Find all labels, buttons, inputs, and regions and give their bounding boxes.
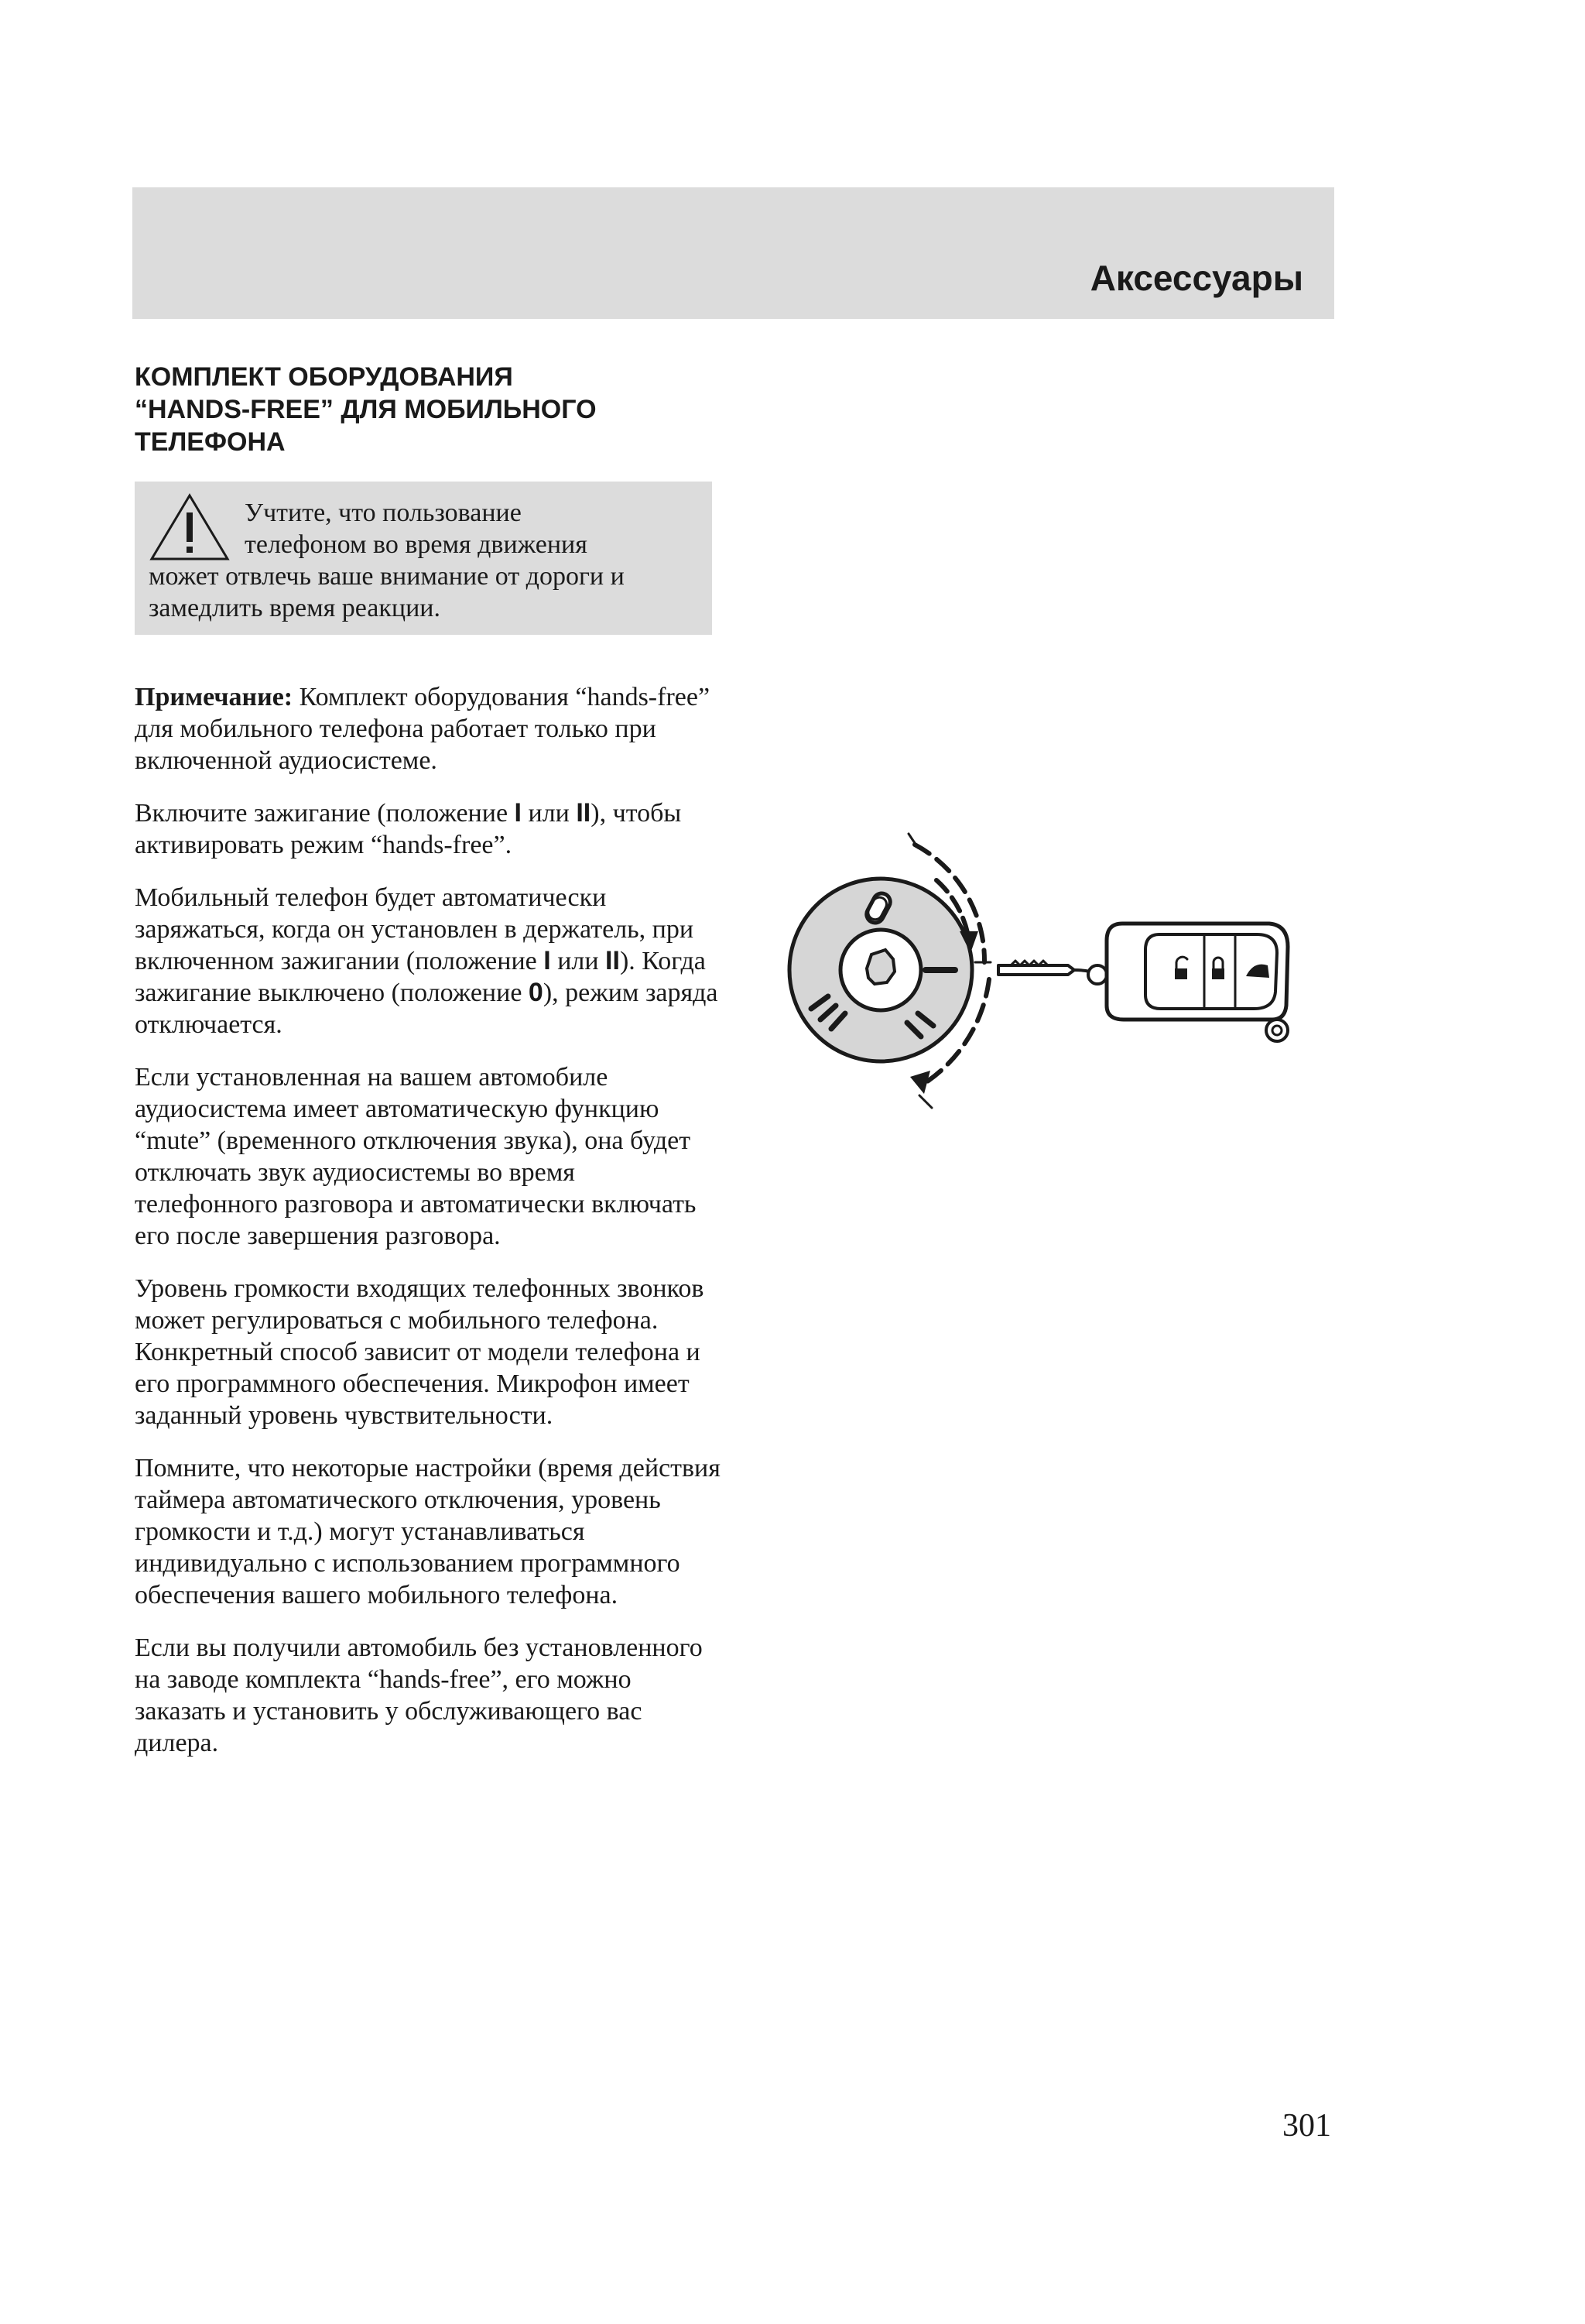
- note-text: Комплект оборудования “hands-free” для мобильного телефона работает только при включенной аудиосистеме.: [135, 683, 710, 775]
- volume-paragraph: Уровень громкости входящих телефонных звонков может регулироваться с мобильного телефона. Конкретный способ зависит от модели телефона и его программного обеспечения. Микрофон имеет заданный уровень чувствительности.: [135, 1274, 704, 1430]
- ignition-paragraph: [135, 797, 723, 861]
- position-ii: II: [576, 798, 591, 828]
- p2-or: или: [522, 799, 577, 828]
- body-column: [135, 681, 723, 1780]
- p3-or: или: [550, 947, 606, 975]
- mute-paragraph: Если установленная на вашем автомобиле аудиосистема имеет автоматическую функцию “mute” (временного отключения звука), она будет отключать звук аудиосистемы во время телефонного разговора и автоматически включать его после завершения разговора.: [135, 1063, 697, 1250]
- ignition-switch-icon: [789, 834, 991, 1108]
- warning-line-2: телефоном во время движения: [245, 530, 587, 559]
- position-ii: II: [605, 946, 620, 975]
- warning-text: [149, 497, 703, 624]
- section-heading-line-2: “HANDS-FREE” ДЛЯ МОБИЛЬНОГО: [135, 395, 597, 424]
- section-heading-line-3: ТЕЛЕФОНА: [135, 427, 286, 457]
- page-number: 301: [1282, 2108, 1331, 2144]
- settings-paragraph: Помните, что некоторые настройки (время действия таймера автоматического отключения, уровень громкости и т.д.) могут устанавливаться индивидуально с использованием программного обеспечения вашего мобильного телефона.: [135, 1454, 721, 1609]
- warning-box: [135, 482, 712, 635]
- p2-text-b: ), чтобы активировать режим “hands-free”.: [135, 799, 682, 859]
- header-band: [132, 187, 1334, 319]
- position-i: I: [514, 798, 522, 828]
- warning-rest: может отвлечь ваше внимание от дороги и замедлить время реакции.: [149, 562, 625, 622]
- p3-text-a: Мобильный телефон будет автоматически заряжаться, когда он установлен в держатель, при включенном зажигании (положение: [135, 883, 694, 975]
- note-label: Примечание:: [135, 683, 293, 711]
- note-paragraph: [135, 681, 723, 776]
- p3-text-b: ). Когда зажигание выключено (положение: [135, 947, 706, 1007]
- ignition-key-figure: [743, 817, 1331, 1126]
- warning-line-1: Учтите, что пользование: [245, 499, 522, 527]
- position-0: 0: [528, 978, 543, 1007]
- charging-paragraph: [135, 882, 723, 1040]
- dealer-paragraph: Если вы получили автомобиль без установленного на заводе комплекта “hands-free”, его можно заказать и установить у обслуживающего вас дилера.: [135, 1633, 703, 1757]
- p2-text-a: Включите зажигание (положение: [135, 799, 515, 828]
- p3-text-c: ), режим заряда отключается.: [135, 979, 718, 1039]
- folding-key-remote-icon: [998, 924, 1288, 1041]
- section-heading: [135, 361, 738, 458]
- position-i: I: [543, 946, 551, 975]
- page-section-title: Аксессуары: [1090, 258, 1303, 298]
- section-heading-line-1: КОМПЛЕКТ ОБОРУДОВАНИЯ: [135, 362, 513, 392]
